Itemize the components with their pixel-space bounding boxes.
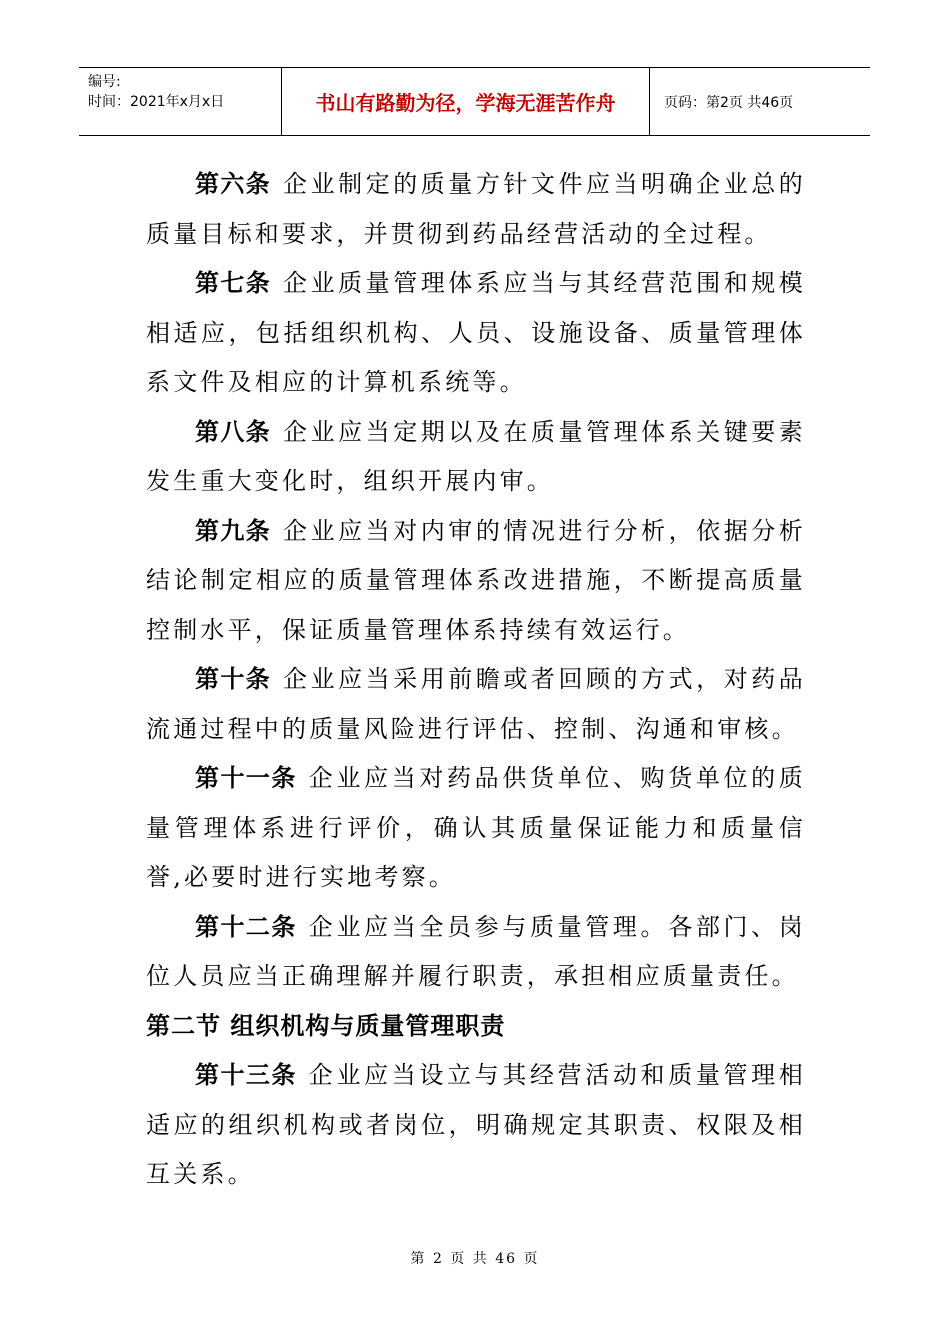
- article-number: 第十二条: [195, 912, 297, 941]
- header-meta: [79, 68, 282, 135]
- article-number: 第八条: [195, 417, 272, 446]
- article-number: 第十一条: [195, 764, 297, 792]
- article-number: 第十三条: [195, 1061, 297, 1089]
- document-body: [146, 160, 806, 1200]
- article-text: 企业应当全员参与质量管理。各部门、岗位人员应当正确理解并履行职责，承担相应质量责任。: [146, 912, 806, 990]
- article-number: 第九条: [195, 516, 272, 545]
- article-13: [146, 1051, 806, 1200]
- article-text: 企业应当定期以及在质量管理体系关键要素发生重大变化时，组织开展内审。: [146, 417, 806, 495]
- section-title: 第二节 组织机构与质量管理职责: [146, 1011, 506, 1040]
- number-label: 编号:: [88, 74, 121, 90]
- article-text: 企业应当采用前瞻或者回顾的方式，对药品流通过程中的质量风险进行评估、控制、沟通和审核。: [146, 665, 806, 743]
- page-footer: 第 2 页 共 46 页: [410, 1251, 540, 1267]
- article-number: 第六条: [195, 170, 272, 198]
- article-text: 企业制定的质量方针文件应当明确企业总的质量目标和要求，并贯彻到药品经营活动的全过程。: [146, 170, 806, 248]
- article-text: 企业质量管理体系应当与其经营范围和规模相适应，包括组织机构、人员、设施设备、质量管理体系文件及相应的计算机系统等。: [146, 269, 806, 396]
- article-number: 第七条: [195, 269, 272, 297]
- article-number: 第十条: [195, 665, 272, 693]
- article-8: [146, 408, 806, 507]
- article-9: [146, 507, 806, 656]
- article-text: 企业应当对药品供货单位、购货单位的质量管理体系进行评价，确认其质量保证能力和质量信誉,必要时进行实地考察。: [146, 764, 806, 891]
- time-label: 时间：2021年x月x日: [88, 94, 225, 110]
- page-header: [79, 67, 870, 136]
- article-6: [146, 160, 806, 259]
- article-11: [146, 754, 806, 903]
- article-text: 企业应当设立与其经营活动和质量管理相适应的组织机构或者岗位，明确规定其职责、权限及相互关系。: [146, 1061, 806, 1188]
- article-text: 企业应当对内审的情况进行分析，依据分析结论制定相应的质量管理体系改进措施，不断提高质量控制水平，保证质量管理体系持续有效运行。: [146, 516, 806, 644]
- header-page-label: 页码：第2页 共46页: [664, 94, 794, 111]
- header-motto: 书山有路勤为径，学海无涯苦作舟: [282, 68, 650, 135]
- article-7: [146, 259, 806, 408]
- article-12: [146, 903, 806, 1002]
- article-10: [146, 655, 806, 754]
